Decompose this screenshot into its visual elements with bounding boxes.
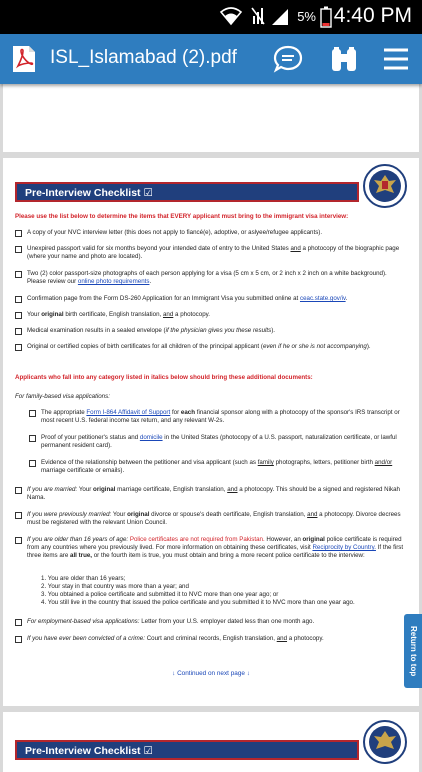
status-bar <box>0 0 422 34</box>
checklist-banner: Pre-Interview Checklist ☑ <box>15 182 359 202</box>
checkbox-i864[interactable] <box>29 410 36 417</box>
item-convicted: If you have ever been convicted of a crime: Court and criminal records, English translation, and a photocopy. <box>27 635 324 642</box>
wifi-icon <box>220 6 242 26</box>
battery-icon <box>320 6 332 28</box>
clock: 4:40 PM <box>333 4 412 27</box>
checkbox-photos[interactable] <box>15 271 22 278</box>
item-passport: Unexpired passport valid for six months beyond your intended date of entry to the United States and a photocopy of the biographic page (where your name and photo are located). <box>27 245 400 261</box>
checkbox-ds260[interactable] <box>15 296 22 303</box>
checkbox-passport[interactable] <box>15 246 22 253</box>
no-sim-icon <box>250 6 266 26</box>
older16-list-item: 1. You are older than 16 years; <box>41 575 126 582</box>
family-label: For family-based visa applications: <box>15 393 110 400</box>
continued-note: ↓ Continued on next page ↓ <box>172 670 250 677</box>
older16-list-item: 4. You still live in the country that issued the police certificate and you submitted it to NVC more than one year ago. <box>41 599 355 606</box>
checkbox-birth-cert[interactable] <box>15 312 22 319</box>
pdf-page <box>3 158 419 706</box>
older16-list-item: 2. Your stay in that country was more than a year; and <box>41 583 189 590</box>
comment-icon[interactable] <box>272 43 304 75</box>
app-bar <box>0 34 422 84</box>
every-applicant-heading: Please use the list below to determine the items that EVERY applicant must bring to the immigrant visa interview: <box>15 213 349 220</box>
binoculars-icon[interactable] <box>328 43 360 75</box>
checkbox-prev-married[interactable] <box>15 512 22 519</box>
link-ceac[interactable]: ceac.state.gov/iv <box>299 295 346 302</box>
us-seal-icon <box>363 164 407 208</box>
item-employment: For employment-based visa applications: Letter from your U.S. employer dated less than one month ago. <box>27 618 315 625</box>
additional-heading: Applicants who fall into any category listed in italics below should bring these additional documents: <box>15 374 313 381</box>
checkbox-married[interactable] <box>15 487 22 494</box>
checkbox-children-birth[interactable] <box>15 344 22 351</box>
item-photos: Two (2) color passport-size photographs of each person applying for a visa (5 cm x 5 cm, or 2 inch x 2 inch on a white background). Please review our online photo requirements. <box>27 270 387 286</box>
us-seal-icon <box>363 720 407 764</box>
checkbox-employment[interactable] <box>15 619 22 626</box>
checkbox-older16[interactable] <box>15 537 22 544</box>
item-nvc-letter: A copy of your NVC interview letter (this does not apply to fiancé(e), adoptive, or aslyee/refugee applicants). <box>27 229 323 236</box>
link-i864[interactable]: Form I-864 Affidavit of Support <box>86 409 171 416</box>
item-i864: The appropriate Form I-864 Affidavit of Support for each financial sponsor along with a photocopy of the sponsor's IRS transcript or most recent U.S. federal income tax return, and any relevant W-2s. <box>41 409 400 425</box>
link-photo-requirements[interactable]: online photo requirements <box>77 278 150 286</box>
older16-list-item: 3. You obtained a police certificate and submitted it to NVC more than one year ago; or <box>41 591 279 598</box>
item-married: If you are married: Your original marriage certificate, English translation, and a photocopy. This should be a signed and registered Nikah Nama. <box>27 486 400 502</box>
item-prev-married: If you were previously married: Your original divorce or spouse's death certificate, English translation, and a photocopy. Divorce decrees must be registered with the relevant Union Council. <box>27 511 401 527</box>
link-domicile[interactable]: domicile <box>139 434 163 441</box>
item-ds260: Confirmation page from the Form DS-260 Application for an Immigrant Visa you submitted online at ceac.state.gov/iv. <box>27 295 348 302</box>
checkbox-convicted[interactable] <box>15 636 22 643</box>
pdf-viewer[interactable] <box>0 84 422 757</box>
document-title: ISL_Islamabad (2).pdf <box>50 47 237 68</box>
item-medical: Medical examination results in a sealed envelope (if the physician gives you these results). <box>27 327 275 334</box>
link-reciprocity[interactable]: Reciprocity by Country. <box>312 544 376 552</box>
checkbox-petitioner-status[interactable] <box>29 435 36 442</box>
next-pdf-page <box>3 712 419 772</box>
checkbox-relationship[interactable] <box>29 460 36 467</box>
return-to-top-button[interactable]: Return to top <box>404 614 422 688</box>
item-petitioner-status: Proof of your petitioner's status and domicile in the United States (photocopy of a U.S. passport, naturalization certificate, or lawful permanent resident card). <box>41 434 397 450</box>
item-children-birth: Original or certified copies of birth certificates for all children of the principal applicant (even if he or she is not accompanying). <box>27 343 371 350</box>
item-relationship: Evidence of the relationship between the petitioner and visa applicant (such as family photographs, letters, petitioner birth and/or marriage certificate or emails). <box>41 459 393 475</box>
checkbox-nvc-letter[interactable] <box>15 230 22 237</box>
signal-icon <box>270 8 290 26</box>
previous-page <box>3 84 419 152</box>
item-birth-cert: Your original birth certificate, English translation, and a photocopy. <box>27 311 211 318</box>
battery-percent: 5% <box>297 9 316 24</box>
item-older16: If you are older than 16 years of age: Police certificates are not required from Pakistan. However, an original police certificate is required from any countries where you previously lived. For more information on obtaining these certificates, visit Reciprocity by Country. If the first three items are all true, or the fourth item is true, you must obtain and bring a more recent police certificate to the interview: <box>27 536 404 560</box>
menu-icon[interactable] <box>380 43 412 75</box>
pdf-file-icon <box>10 45 38 73</box>
checkbox-medical[interactable] <box>15 328 22 335</box>
checklist-banner: Pre-Interview Checklist ☑ <box>15 740 359 760</box>
